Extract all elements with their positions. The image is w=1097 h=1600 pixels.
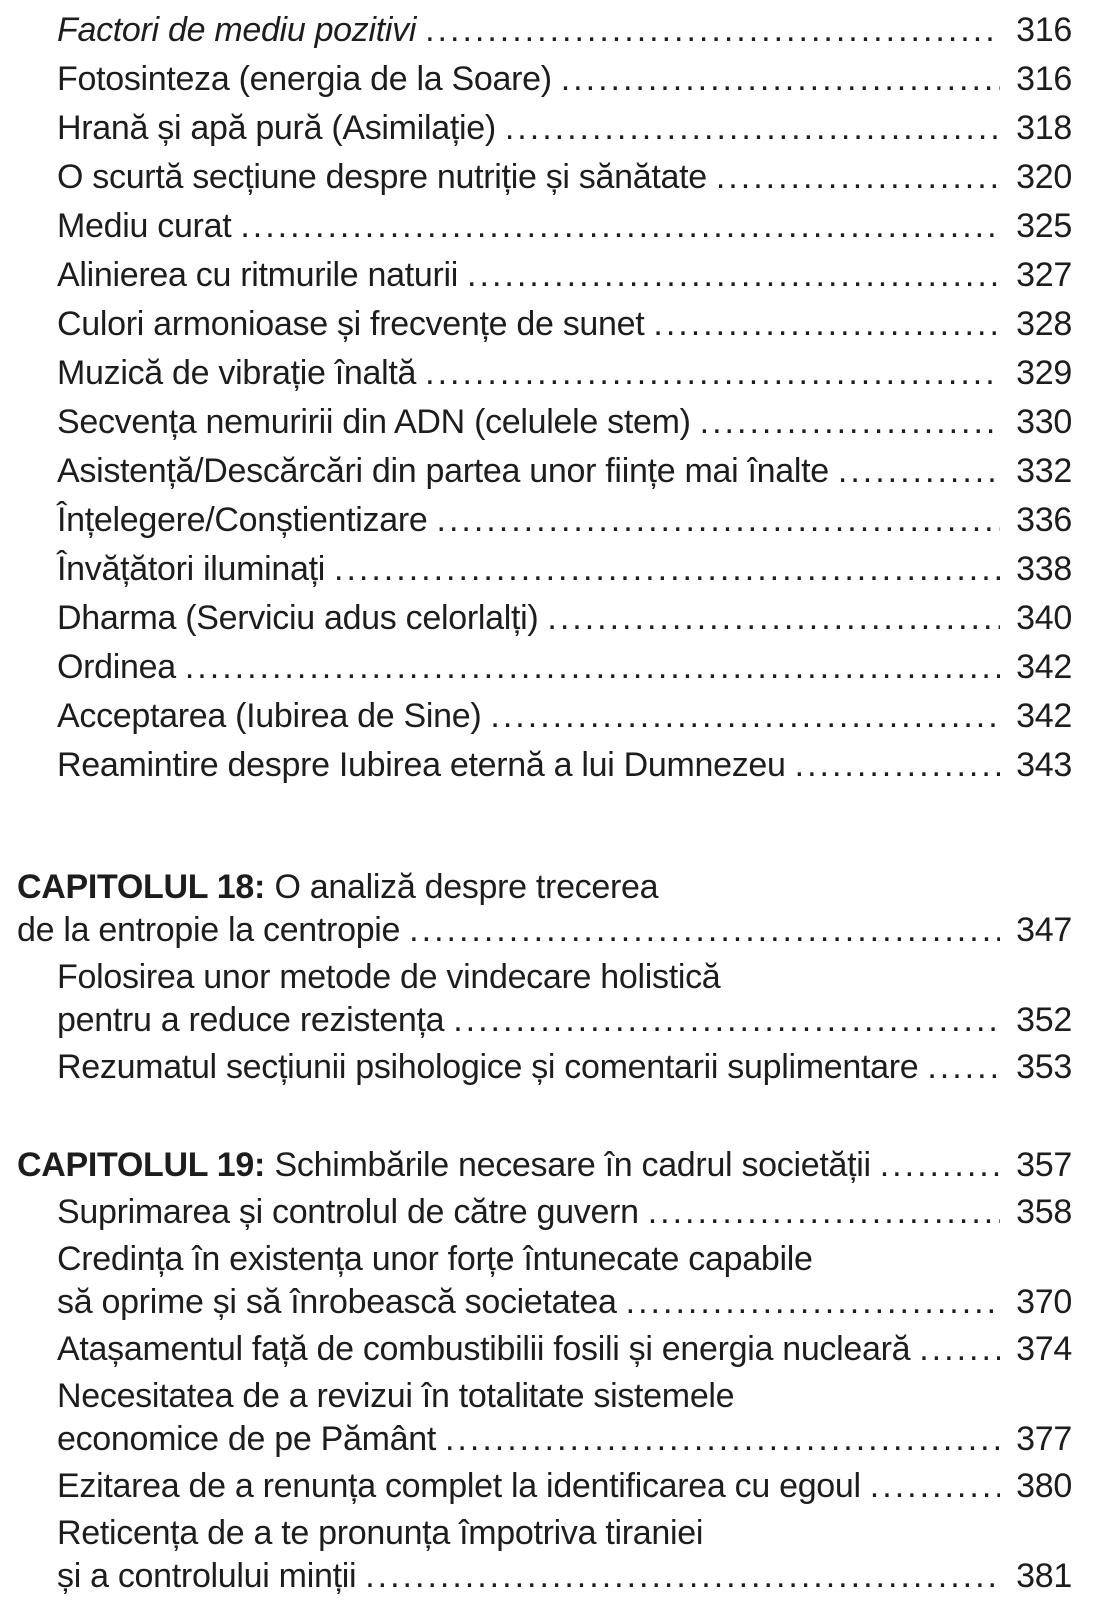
entry-title: Necesitatea de a revizui în totalitate sistemele: [57, 1377, 735, 1415]
entry-title: Dharma (Serviciu adus celorlalți): [57, 599, 539, 637]
dot-leader: [505, 104, 1000, 153]
dot-leader: [795, 741, 1000, 790]
toc-entry-row: [17, 1281, 1072, 1324]
dot-leader: [185, 643, 1000, 692]
page-number: 340: [1016, 599, 1072, 637]
entry-title: Muzică de vibrație înaltă: [57, 354, 417, 392]
toc-entry-row: [17, 496, 1072, 545]
entry-title: Reamintire despre Iubirea eternă a lui Dumnezeu: [57, 746, 786, 784]
dot-leader: [716, 153, 1000, 202]
page-number: 370: [1016, 1283, 1072, 1321]
chapter-number-label: CAPITOLUL 19:: [17, 1146, 265, 1184]
entry-title: Acceptarea (Iubirea de Sine): [57, 697, 482, 735]
page-number: 316: [1016, 11, 1072, 49]
toc-entry-continuation-row: [17, 1512, 1072, 1555]
dot-leader: [880, 1144, 1000, 1187]
page-number: 343: [1016, 746, 1072, 784]
dot-leader: [700, 398, 1000, 447]
dot-leader: [927, 1046, 1000, 1089]
toc-entry-continuation-row: [17, 1238, 1072, 1281]
dot-leader: [334, 545, 1000, 594]
page-number: 353: [1016, 1048, 1072, 1086]
page-number: 316: [1016, 60, 1072, 98]
dot-leader: [425, 349, 1000, 398]
dot-leader: [467, 251, 1000, 300]
entry-title: Factori de mediu pozitivi: [57, 11, 417, 49]
toc-entry-continuation-row: [17, 956, 1072, 999]
toc-entry-row: [17, 594, 1072, 643]
dot-leader: [453, 999, 1000, 1042]
toc-entry-row: [17, 104, 1072, 153]
toc-entry-row: [17, 999, 1072, 1042]
page-number: 342: [1016, 697, 1072, 735]
page-number: 347: [1016, 911, 1072, 949]
page-number: 320: [1016, 158, 1072, 196]
entry-title: să oprime și să înrobească societatea: [57, 1283, 617, 1321]
entry-title: Reticența de a te pronunța împotriva tiraniei: [57, 1514, 704, 1552]
page-number: 338: [1016, 550, 1072, 588]
table-of-contents: [17, 6, 1072, 1598]
page-number: 318: [1016, 109, 1072, 147]
entry-title: și a controlului minții: [57, 1557, 357, 1595]
toc-entry-row: [17, 153, 1072, 202]
toc-entry-continuation-row: [17, 1375, 1072, 1418]
entry-title: Schimbările necesare în cadrul societății: [274, 1146, 871, 1184]
dot-leader: [653, 300, 1000, 349]
entry-title: Suprimarea și controlul de către guvern: [57, 1193, 639, 1231]
entry-title: Ordinea: [57, 648, 176, 686]
toc-entry-row: [17, 202, 1072, 251]
page-number: 327: [1016, 256, 1072, 294]
toc-entry-row: [17, 1046, 1072, 1089]
dot-leader: [409, 909, 1000, 952]
page-number: 328: [1016, 305, 1072, 343]
entry-title: Rezumatul secțiunii psihologice și comentarii suplimentare: [57, 1048, 919, 1086]
page-number: 357: [1016, 1146, 1072, 1184]
entry-title: de la entropie la centropie: [17, 911, 401, 949]
entry-title: O analiză despre trecerea: [274, 868, 659, 906]
entry-title: Ezitarea de a renunța complet la identificarea cu egoul: [57, 1467, 861, 1505]
dot-leader: [240, 202, 1000, 251]
page-number: 377: [1016, 1420, 1072, 1458]
entry-title: Secvența nemuririi din ADN (celulele stem): [57, 403, 691, 441]
toc-entry-row: [17, 643, 1072, 692]
toc-entry-row: [17, 398, 1072, 447]
chapter-number-label: CAPITOLUL 18:: [17, 868, 265, 906]
page-number: 330: [1016, 403, 1072, 441]
entry-title: Atașamentul față de combustibilii fosili și energia nucleară: [57, 1330, 911, 1368]
page-number: 380: [1016, 1467, 1072, 1505]
dot-leader: [838, 447, 1000, 496]
toc-entry-row: [17, 1465, 1072, 1508]
page-number: 329: [1016, 354, 1072, 392]
entry-title: Înțelegere/Conștientizare: [57, 501, 428, 539]
toc-entry-row: [17, 6, 1072, 55]
toc-entry-row: [17, 741, 1072, 790]
entry-title: Credința în existența unor forțe întunecate capabile: [57, 1240, 813, 1278]
toc-entry-row: [17, 55, 1072, 104]
toc-entry-row: [17, 300, 1072, 349]
toc-entry-row: [17, 251, 1072, 300]
dot-leader: [919, 1328, 1000, 1371]
toc-entry-row: [17, 692, 1072, 741]
entry-title: economice de pe Pământ: [57, 1420, 436, 1458]
entry-title: Culori armonioase și frecvențe de sunet: [57, 305, 645, 343]
toc-entry-row: [17, 349, 1072, 398]
page-number: 342: [1016, 648, 1072, 686]
chapter-heading-row: [17, 866, 1072, 909]
entry-title: pentru a reduce rezistența: [57, 1001, 445, 1039]
page-number: 325: [1016, 207, 1072, 245]
toc-entry-row: [17, 909, 1072, 952]
dot-leader: [490, 692, 1000, 741]
dot-leader: [437, 496, 1000, 545]
dot-leader: [870, 1465, 1000, 1508]
dot-leader: [561, 55, 1000, 104]
entry-title: Hrană și apă pură (Asimilație): [57, 109, 496, 147]
entry-title: O scurtă secțiune despre nutriție și sănătate: [57, 158, 707, 196]
page-number: 381: [1016, 1557, 1072, 1595]
toc-entry-row: [17, 447, 1072, 496]
entry-title: Mediu curat: [57, 207, 232, 245]
entry-title: Fotosinteza (energia de la Soare): [57, 60, 552, 98]
dot-leader: [547, 594, 1000, 643]
dot-leader: [425, 6, 1000, 55]
page-number: 374: [1016, 1330, 1072, 1368]
toc-entry-row: [17, 1555, 1072, 1598]
dot-leader: [365, 1555, 1000, 1598]
entry-title: Folosirea unor metode de vindecare holistică: [57, 958, 721, 996]
chapter-heading-row: [17, 1144, 1072, 1187]
entry-title: Alinierea cu ritmurile naturii: [57, 256, 459, 294]
dot-leader: [648, 1191, 1000, 1234]
toc-entry-row: [17, 545, 1072, 594]
page-number: 332: [1016, 452, 1072, 490]
page-number: 336: [1016, 501, 1072, 539]
page-number: 352: [1016, 1001, 1072, 1039]
toc-entry-row: [17, 1418, 1072, 1461]
toc-entry-row: [17, 1191, 1072, 1234]
dot-leader: [445, 1418, 1000, 1461]
entry-title: Învățători iluminați: [57, 550, 326, 588]
entry-title: Asistență/Descărcări din partea unor ființe mai înalte: [57, 452, 829, 490]
page-number: 358: [1016, 1193, 1072, 1231]
dot-leader: [626, 1281, 1000, 1324]
toc-entry-row: [17, 1328, 1072, 1371]
